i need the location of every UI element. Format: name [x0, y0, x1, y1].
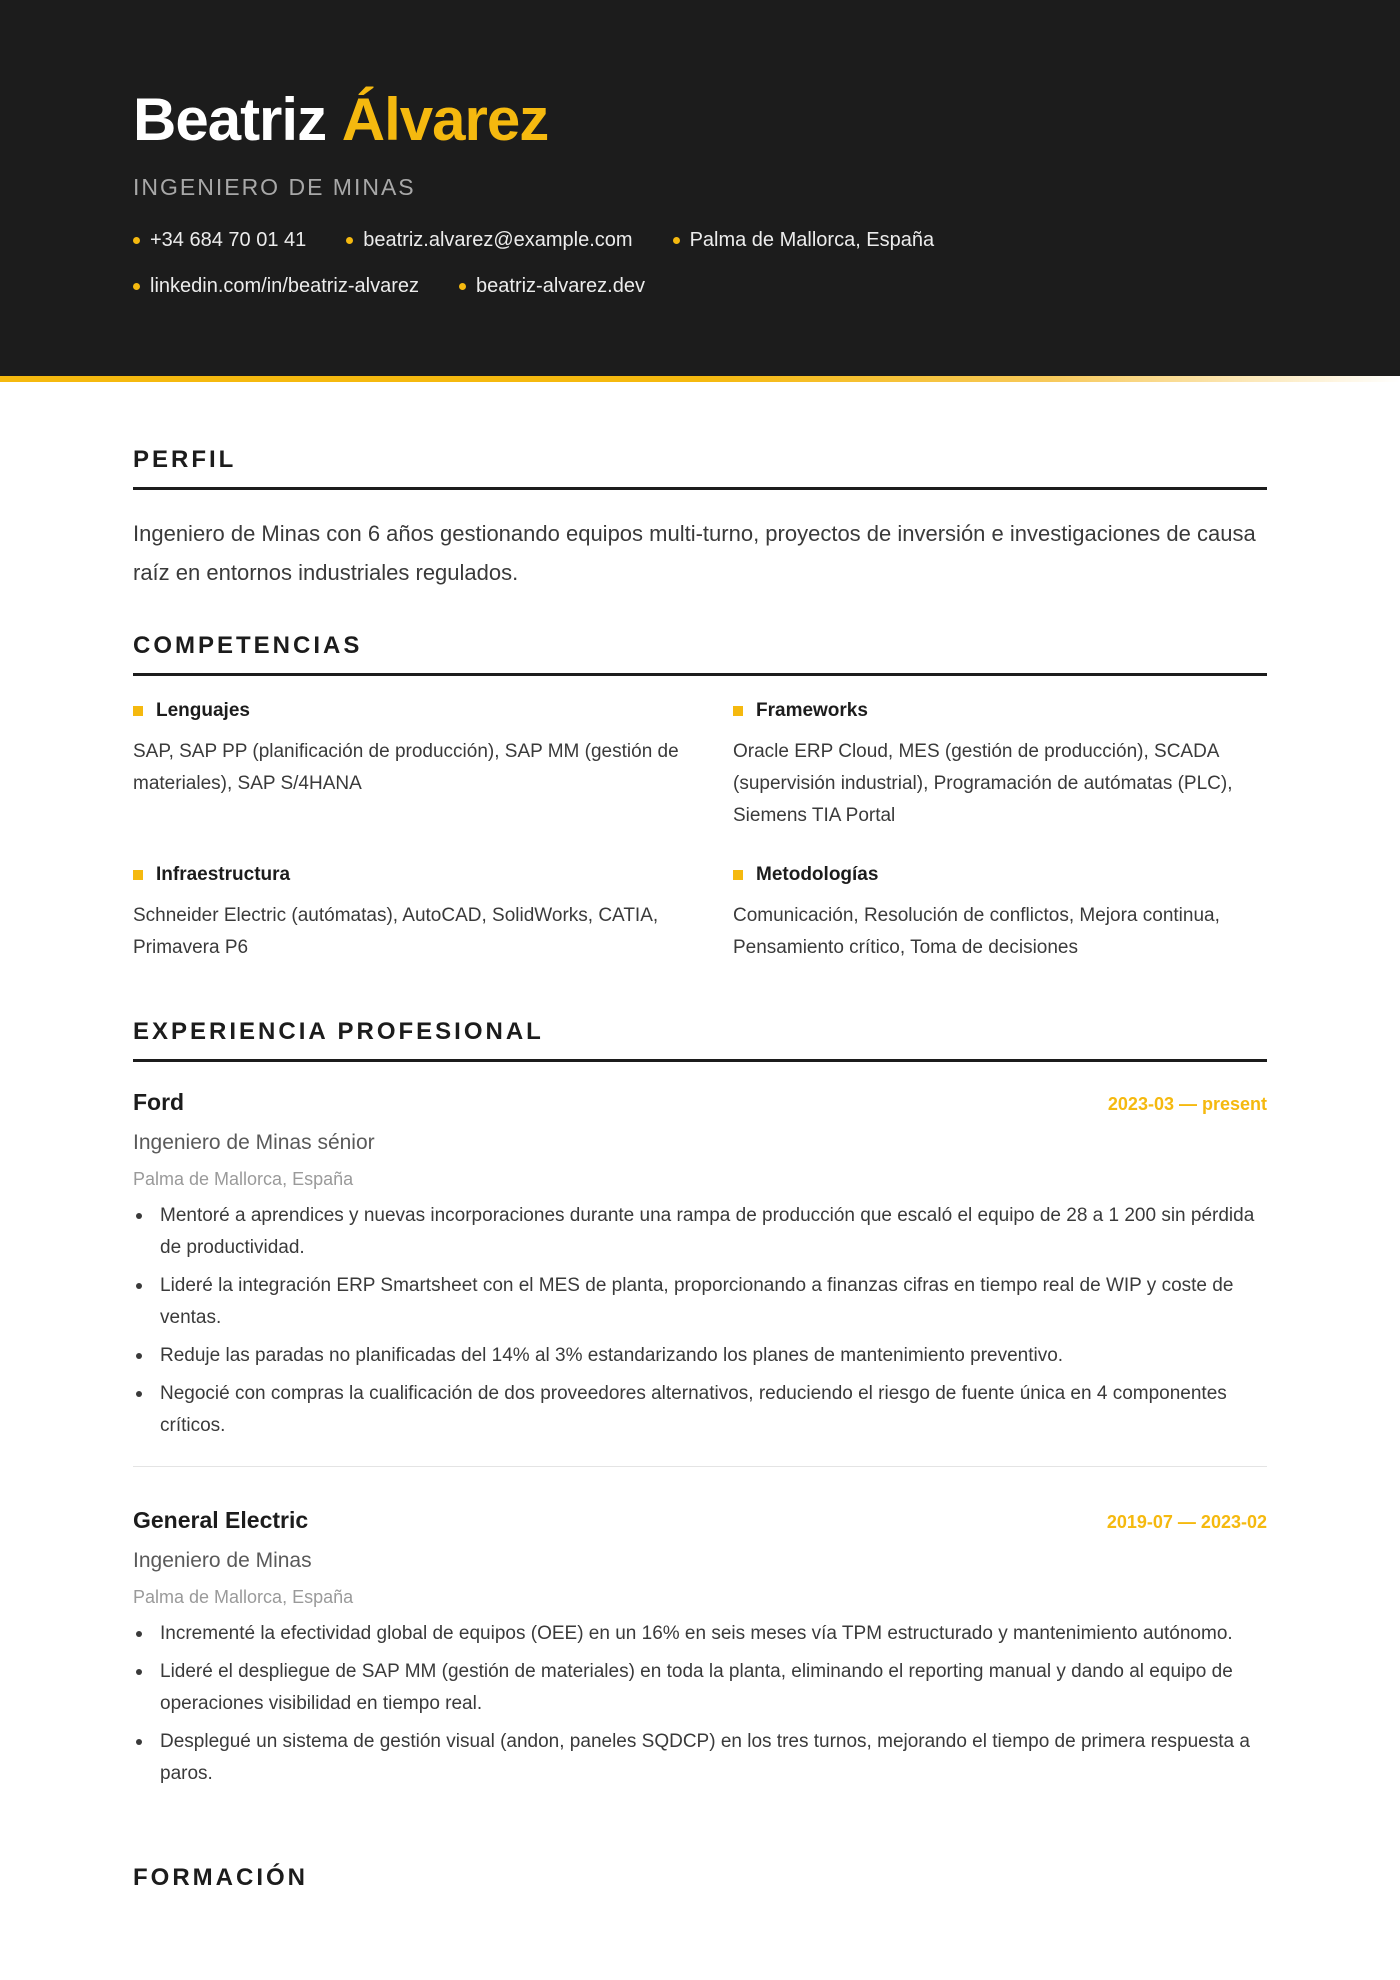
bullet-dot-icon — [136, 1669, 142, 1675]
section-title-skills: COMPETENCIAS — [133, 632, 1267, 676]
contact-linkedin[interactable] — [133, 273, 419, 300]
job-company: General Electric — [133, 1507, 309, 1533]
job-location: Palma de Mallorca, España — [133, 1169, 354, 1189]
bullet-dot-icon — [133, 237, 140, 244]
job-bullet-text: Reduje las paradas no planificadas del 14% al 3% estandarizando los planes de mantenimiento preventivo. — [160, 1345, 1064, 1366]
bullet-dot-icon — [136, 1391, 142, 1397]
job-bullet-text: Negocié con compras la cualificación de dos proveedores alternativos, reduciendo el riesgo de fuente única en 4 componentes críticos. — [160, 1383, 1227, 1436]
skill-group-name: Lenguajes — [156, 700, 250, 721]
last-name: Álvarez — [341, 86, 549, 153]
skills-section — [133, 592, 1267, 964]
job-bullets — [133, 1618, 1267, 1790]
square-bullet-icon — [733, 706, 743, 716]
job-position: Ingeniero de Minas — [133, 1549, 312, 1572]
skill-group-name: Infraestructura — [156, 864, 291, 885]
skill-group — [133, 864, 733, 964]
profile-text: Ingeniero de Minas con 6 años gestionando equipos multi-turno, proyectos de inversión e investigaciones de causa raíz en entornos industriales regulados. — [133, 521, 1256, 585]
bullet-dot-icon — [673, 237, 680, 244]
square-bullet-icon — [733, 870, 743, 880]
job-bullet — [133, 1378, 1267, 1442]
job-bullet-text: Desplegué un sistema de gestión visual (andon, paneles SQDCP) en los tres turnos, mejorando el tiempo de primera respuesta a paros. — [160, 1731, 1250, 1784]
skill-group-heading — [133, 864, 733, 886]
job-position: Ingeniero de Minas sénior — [133, 1131, 375, 1154]
experience-section — [133, 964, 1267, 1790]
bullet-dot-icon — [133, 283, 140, 290]
skill-group-heading — [733, 864, 1266, 886]
job-header — [133, 1089, 1267, 1116]
contact-location-text: Palma de Mallorca, España — [689, 229, 935, 251]
bullet-dot-icon — [136, 1739, 142, 1745]
job-entry — [133, 1062, 1267, 1467]
job-bullet-text: Lideré el despliegue de SAP MM (gestión de materiales) en toda la planta, eliminando el reporting manual y dando al equipo de operaciones visibilidad en tiempo real. — [160, 1661, 1233, 1714]
contact-email-text[interactable]: beatriz.alvarez@example.com — [363, 229, 633, 251]
skill-group — [133, 700, 733, 832]
contact-email[interactable] — [346, 227, 632, 254]
section-title-experience: EXPERIENCIA PROFESIONAL — [133, 1018, 1267, 1062]
bullet-dot-icon — [136, 1353, 142, 1359]
skill-group-items: Comunicación, Resolución de conflictos, Mejora continua, Pensamiento crítico, Toma de decisiones — [733, 905, 1220, 958]
job-bullet — [133, 1726, 1267, 1790]
skill-group-heading — [733, 700, 1266, 722]
bullet-dot-icon — [136, 1213, 142, 1219]
contact-linkedin-text[interactable]: linkedin.com/in/beatriz-alvarez — [150, 275, 420, 297]
bullet-dot-icon — [136, 1631, 142, 1637]
skill-group-items: Schneider Electric (autómatas), AutoCAD, SolidWorks, CATIA, Primavera P6 — [133, 905, 659, 958]
job-location: Palma de Mallorca, España — [133, 1587, 354, 1607]
section-title-education: FORMACIÓN — [133, 1864, 308, 1891]
job-bullet — [133, 1200, 1267, 1264]
job-bullet — [133, 1270, 1267, 1334]
job-bullets — [133, 1200, 1267, 1442]
resume-body — [0, 382, 1400, 1905]
job-entry — [133, 1467, 1267, 1790]
first-name: Beatriz — [133, 86, 327, 153]
skill-group — [733, 700, 1266, 832]
job-title: INGENIERO DE MINAS — [133, 174, 416, 200]
bullet-dot-icon — [136, 1283, 142, 1289]
header-accent-bar — [0, 376, 1400, 382]
skill-group-heading — [133, 700, 733, 722]
square-bullet-icon — [133, 706, 143, 716]
square-bullet-icon — [133, 870, 143, 880]
job-bullet — [133, 1618, 1267, 1650]
job-dates: 2023-03 — present — [1107, 1094, 1267, 1114]
job-dates: 2019-07 — 2023-02 — [1106, 1512, 1267, 1532]
skill-group — [733, 864, 1266, 964]
job-bullet-text: Lideré la integración ERP Smartsheet con el MES de planta, proporcionando a finanzas cifras en tiempo real de WIP y coste de ventas. — [160, 1275, 1234, 1328]
skills-grid — [133, 700, 1267, 964]
contact-phone-text: +34 684 70 01 41 — [150, 229, 307, 251]
contact-website[interactable] — [459, 273, 645, 300]
education-section — [133, 1796, 1267, 1905]
job-company: Ford — [133, 1089, 185, 1115]
contact-location — [673, 227, 935, 254]
job-header — [133, 1507, 1267, 1534]
bullet-dot-icon — [346, 237, 353, 244]
skill-group-items: SAP, SAP PP (planificación de producción), SAP MM (gestión de materiales), SAP S/4HANA — [133, 741, 679, 794]
skill-group-name: Frameworks — [756, 700, 868, 721]
skill-group-items: Oracle ERP Cloud, MES (gestión de producción), SCADA (supervisión industrial), Programación de autómatas (PLC), Siemens TIA Portal — [733, 741, 1233, 826]
job-bullet-text: Mentoré a aprendices y nuevas incorporaciones durante una rampa de producción que escaló el equipo de 28 a 1 200 sin pérdida de productividad. — [160, 1205, 1255, 1258]
job-bullet-text: Incrementé la efectividad global de equipos (OEE) en un 16% en seis meses vía TPM estructurado y mantenimiento autónomo. — [160, 1623, 1233, 1644]
contact-website-text[interactable]: beatriz-alvarez.dev — [476, 275, 645, 297]
contact-list — [133, 227, 1033, 300]
contact-phone — [133, 227, 306, 254]
resume-header — [0, 0, 1400, 382]
profile-section — [133, 382, 1267, 592]
bullet-dot-icon — [459, 283, 466, 290]
job-bullet — [133, 1656, 1267, 1720]
skill-group-name: Metodologías — [756, 864, 879, 885]
section-title-profile: PERFIL — [133, 446, 1267, 490]
job-bullet — [133, 1340, 1267, 1372]
candidate-name — [133, 86, 1267, 153]
